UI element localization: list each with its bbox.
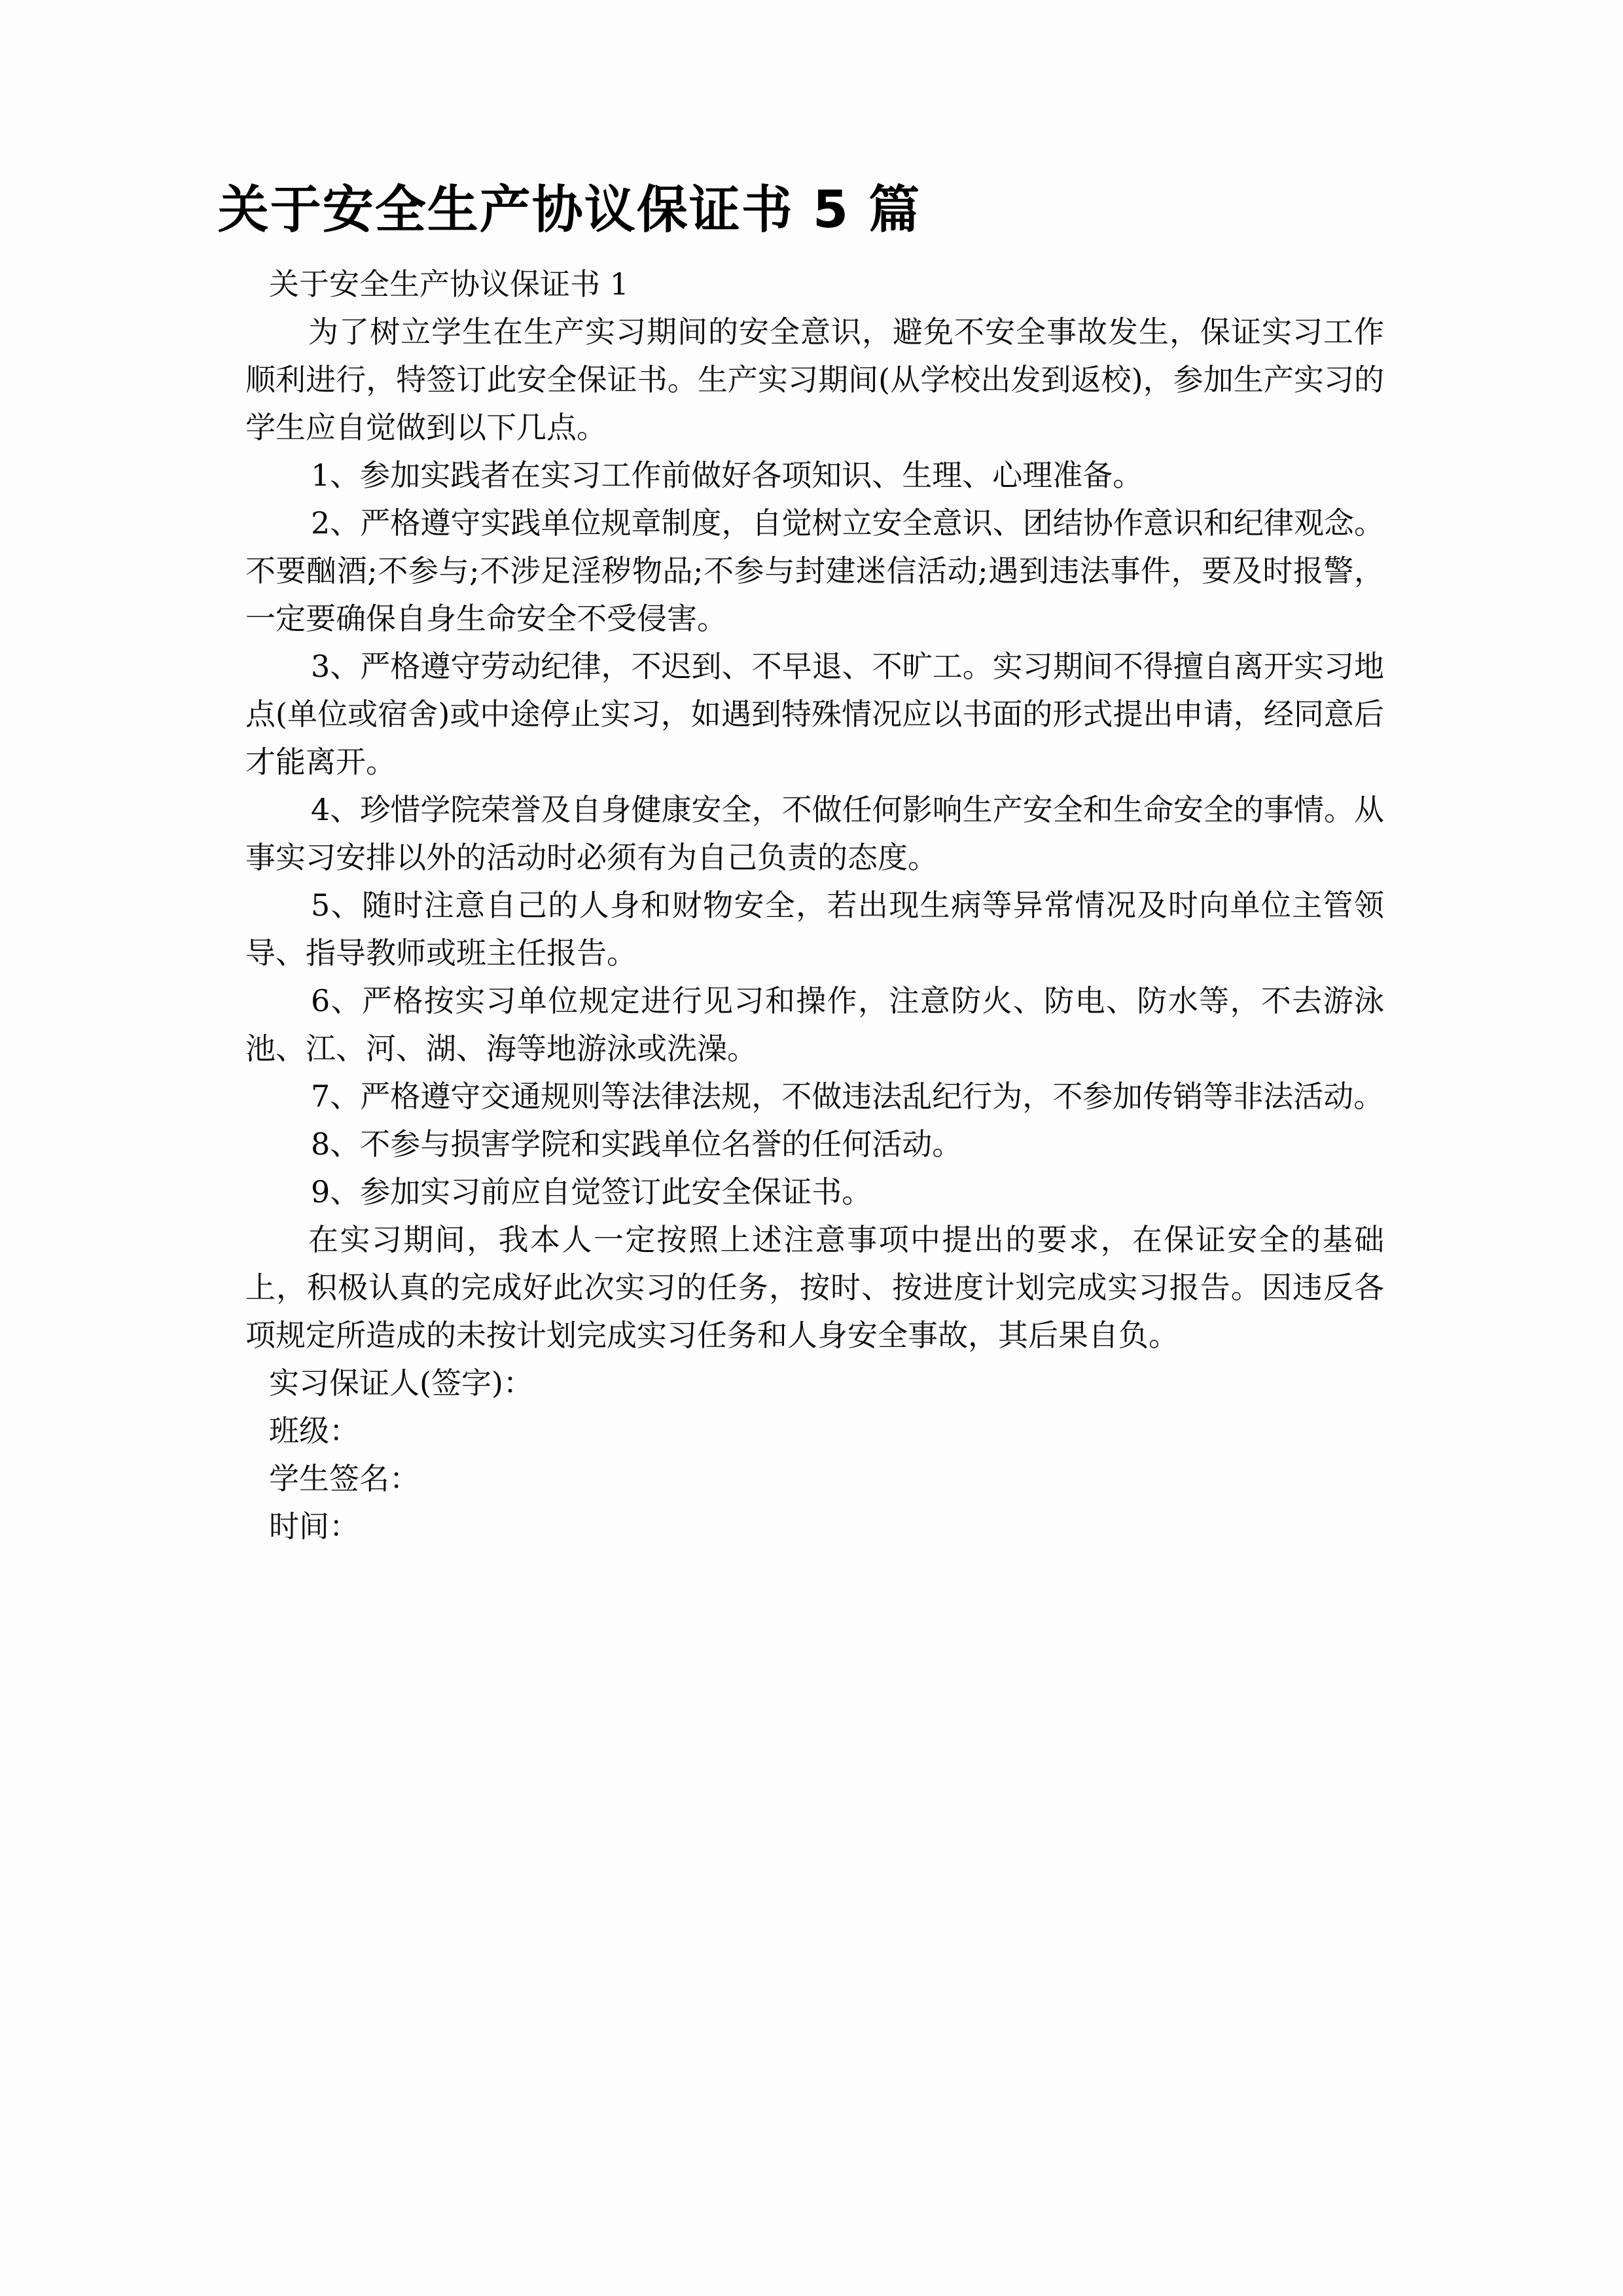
list-item: 1、参加实践者在实习工作前做好各项知识、生理、心理准备。	[311, 457, 1143, 493]
list-item: 2、严格遵守实践单位规章制度，自觉树立安全意识、团结协作意识和纪律观念。不要酗酒;不参与;不涉足淫秽物品;不参与封建迷信活动;遇到违法事件，要及时报警，一定要确保自身生命安全不受侵害。	[245, 505, 1384, 636]
document-subtitle: 关于安全生产协议保证书 1	[269, 266, 629, 302]
list-item: 3、严格遵守劳动纪律，不迟到、不早退、不旷工。实习期间不得擅自离开实习地点(单位或宿舍)或中途停止实习，如遇到特殊情况应以书面的形式提出申请，经同意后才能离开。	[245, 649, 1384, 780]
signature-date-line: 时间：	[269, 1509, 359, 1544]
signature-guarantor-line: 实习保证人(签字)：	[269, 1365, 533, 1401]
body-text-block	[245, 260, 1384, 1551]
signature-class-line: 班级：	[269, 1413, 359, 1448]
list-item: 7、严格遵守交通规则等法律法规，不做违法乱纪行为，不参加传销等非法活动。	[311, 1079, 1384, 1114]
page-title: 关于安全生产协议保证书 5 篇	[217, 181, 921, 240]
list-item: 9、参加实习前应自觉签订此安全保证书。	[311, 1174, 872, 1210]
intro-paragraph: 为了树立学生在生产实习期间的安全意识，避免不安全事故发生，保证实习工作顺利进行，特签订此安全保证书。生产实习期间(从学校出发到返校)，参加生产实习的学生应自觉做到以下几点。	[245, 314, 1384, 445]
list-item: 5、随时注意自己的人身和财物安全，若出现生病等异常情况及时向单位主管领导、指导教师或班主任报告。	[245, 888, 1384, 971]
list-item: 8、不参与损害学院和实践单位名誉的任何活动。	[311, 1126, 963, 1162]
signature-student-line: 学生签名：	[269, 1461, 419, 1496]
list-item: 6、严格按实习单位规定进行见习和操作，注意防火、防电、防水等，不去游泳池、江、河、湖、海等地游泳或洗澡。	[245, 983, 1384, 1066]
list-item: 4、珍惜学院荣誉及自身健康安全，不做任何影响生产安全和生命安全的事情。从事实习安排以外的活动时必须有为自己负责的态度。	[245, 792, 1384, 875]
closing-paragraph: 在实习期间，我本人一定按照上述注意事项中提出的要求，在保证安全的基础上，积极认真的完成好此次实习的任务，按时、按进度计划完成实习报告。因违反各项规定所造成的未按计划完成实习任务和人身安全事故，其后果自负。	[245, 1222, 1384, 1353]
